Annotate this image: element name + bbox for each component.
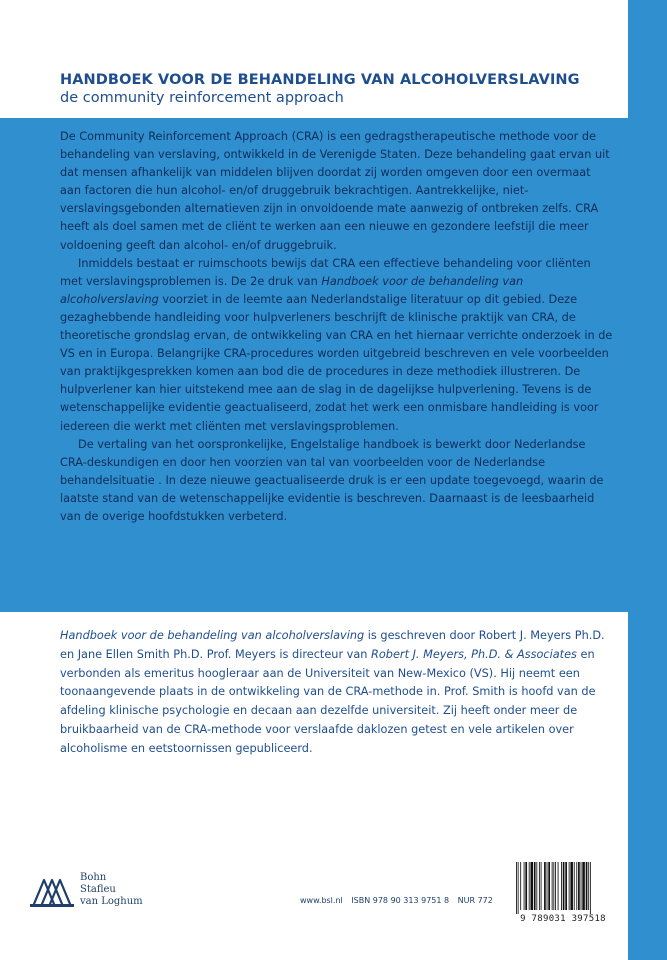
barcode-bar [582, 862, 585, 910]
blurb-p2-rest: voorziet in de leemte aan Nederlandstalige literatuur op dit gebied. Deze gezaghebbende handleiding voor hulpverleners beschrijft de klinische praktijk van CRA, de theoretische grondslag ervan, de ontwikkeling van CRA en het hiernaar verrichte onderzoek in de VS en in Europa. Belangrijke CRA-procedures worden uitgebreid beschreven en vele voorbeelden van praktijkgesprekken komen aan bod die de procedures in deze methodiek illustreren. De hulpverlener kan hier uitstekend mee aan de slag in de dagelijkse hulpverlening. Tevens is de wetenschappelijke evidentie geactualiseerd, zodat het werk een onmisbare handleiding is voor iedereen die werkt met cliënten met verslavingsproblemen. [60, 292, 613, 433]
nur-text: NUR 772 [457, 896, 493, 905]
barcode-bar [541, 862, 542, 910]
barcode-bar [530, 862, 533, 910]
barcode-bar [558, 862, 559, 910]
right-accent-strip [628, 0, 667, 960]
book-subtitle: de community reinforcement approach [60, 90, 344, 106]
barcode-bar [539, 862, 540, 910]
blurb-paragraph-2 [60, 255, 615, 436]
blurb-paragraph-1: De Community Reinforcement Approach (CRA) is een gedragstherapeutische methode voor de behandeling van verslaving, ontwikkeld in de Verenigde Staten. Deze behandeling gaat ervan uit dat mensen afhankelijk van middelen blijven doordat zij worden omgeven door een overmaat aan factoren die hun alcohol- en/of druggebruik bekrachtigen. Aantrekkelijke, niet-verslavingsgebonden alternatieven zijn in onvoldoende mate aanwezig of ontbreken zelfs. CRA heeft als doel samen met de cliënt te werken aan een nieuwe en gezondere leefstijl die meer voldoening geeft dan alcohol- en/of druggebruik. [60, 130, 610, 252]
blurb-p2-intro: Inmiddels bestaat er ruimschoots bewijs dat CRA een effectieve behandeling voor cliënten met verslavingsproblemen is. De 2e druk van [60, 256, 591, 288]
barcode-bar [588, 862, 589, 910]
blurb-text [60, 128, 615, 526]
publisher-logo-icon [30, 874, 74, 908]
barcode-bar [578, 862, 580, 910]
barcode-bar [561, 862, 562, 910]
author-text-1: is geschreven door Robert J. Meyers Ph.D. en Jane Ellen Smith Ph.D. Prof. Meyers is directeur van [60, 629, 605, 661]
publisher-name [80, 872, 143, 908]
barcode-bar [534, 862, 536, 910]
barcode-digits: 9 789031 397518 [520, 914, 606, 924]
author-text-2: en verbonden als emeritus hoogleraar aan de Universiteit van New-Mexico (VS). Hij neemt een toonaangevende plaats in de ontwikkeling van de CRA-methode in. Prof. Smith is hoofd van de afdeling klinische psychologie en decaan aan dezelfde universiteit. Zij heeft onder meer de bruikbaarheid van de CRA-methode voor verslaafde daklozen getest en vele artikelen over alcoholisme en eetstoornissen gepubliceerd. [60, 647, 596, 755]
barcode [507, 862, 619, 926]
barcode-bars [515, 862, 617, 914]
barcode-bar [525, 862, 527, 910]
barcode-bar [563, 862, 565, 910]
barcode-bar [553, 862, 554, 910]
barcode-bar [520, 862, 521, 910]
blurb-paragraph-3: De vertaling van het oorspronkelijke, Engelstalige handboek is bewerkt door Nederlandse CRA-deskundigen en door hen voorzien van tal van voorbeelden voor de Nederlandse behandelsituatie . In deze nieuwe geactualiseerde druk is er een update toegevoegd, waarin de laatste stand van de wetenschappelijke evidentie is beschreven. Daarnaast is de leesbaarheid van de overige hoofdstukken verbeterd. [60, 437, 604, 523]
publisher-logo [30, 870, 170, 920]
barcode-bar [518, 862, 519, 914]
barcode-bar [552, 862, 553, 910]
footer-info [300, 896, 499, 905]
author-paragraph [60, 627, 620, 759]
website-link[interactable]: www.bsl.nl [300, 896, 343, 905]
header [60, 72, 620, 106]
barcode-bar [590, 862, 591, 914]
barcode-bar [581, 862, 582, 910]
barcode-bar [524, 862, 525, 910]
barcode-bar [569, 862, 570, 910]
barcode-bar [576, 862, 577, 910]
isbn-text: ISBN 978 90 313 9751 8 [351, 896, 450, 905]
barcode-bar [570, 862, 573, 910]
barcode-bar [565, 862, 567, 910]
publisher-line-3: van Loghum [80, 896, 143, 907]
barcode-bar [529, 862, 530, 910]
barcode-bar [516, 862, 517, 914]
publisher-line-1: Bohn [80, 872, 107, 883]
book-title: HANDBOEK VOOR DE BEHANDELING VAN ALCOHOLVERSLAVING [60, 72, 580, 88]
barcode-bar [536, 862, 537, 910]
barcode-bar [574, 862, 575, 910]
publisher-line-2: Stafleu [80, 884, 116, 895]
barcode-bar [547, 862, 548, 910]
blurb-p2-book-title: Handboek voor de behandeling van alcoholverslaving [60, 274, 524, 306]
barcode-bar [555, 862, 556, 910]
barcode-bar [548, 862, 550, 910]
author-book-title: Handboek voor de behandeling van alcoholverslaving [60, 629, 365, 642]
barcode-bar [586, 862, 588, 910]
barcode-bar [544, 862, 546, 910]
author-company: Robert J. Meyers, Ph.D. & Associates [371, 647, 577, 661]
author-bio [60, 627, 620, 759]
